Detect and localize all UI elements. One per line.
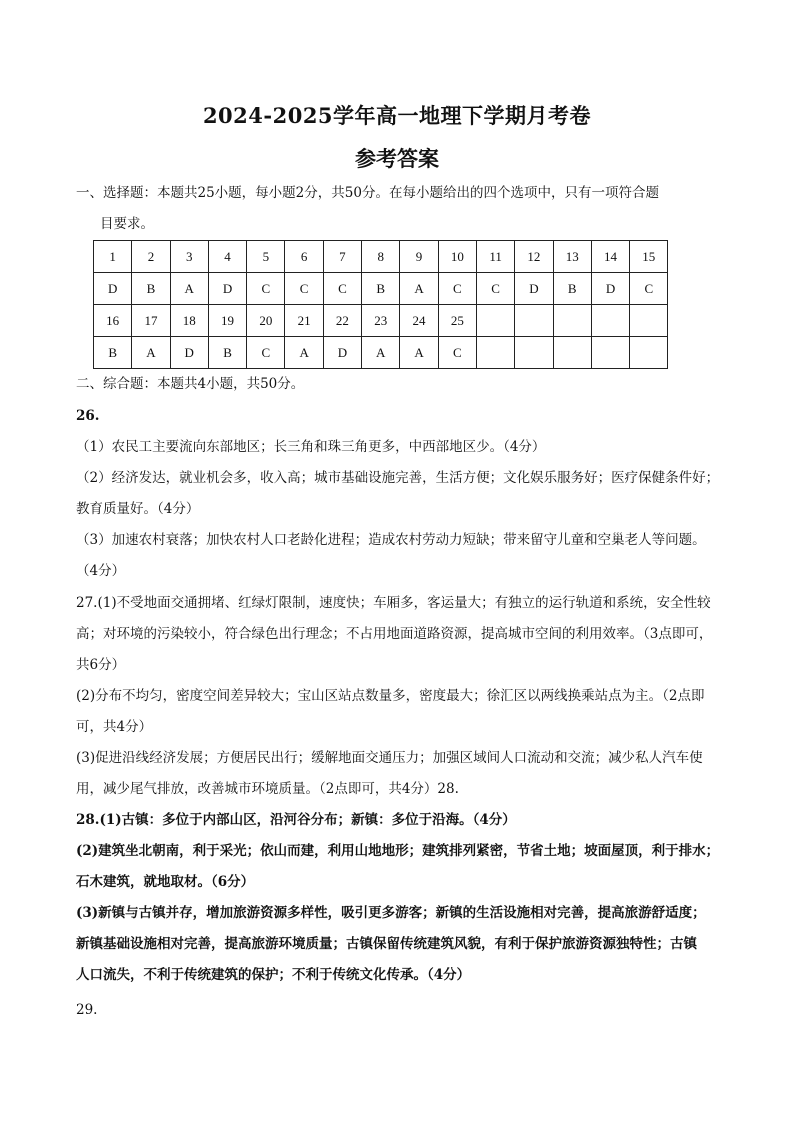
q27-part1-line3: 共6分） bbox=[76, 657, 126, 673]
q28-part2-line2: 石木建筑，就地取材。（6分） bbox=[76, 874, 255, 890]
answer-table-cell: 3 bbox=[170, 241, 208, 273]
answer-table-cell: 20 bbox=[247, 305, 285, 337]
q29-label: 29. bbox=[76, 1002, 98, 1018]
answer-table-cell: B bbox=[132, 273, 170, 305]
q28-part1: 28.(1)古镇：多位于内部山区，沿河谷分布；新镇：多位于沿海。（4分） bbox=[76, 812, 516, 828]
q27-part3-line1: (3)促进沿线经济发展；方便居民出行；缓解地面交通压力；加强区域间人口流动和交流；减少私人汽车使 bbox=[76, 750, 703, 766]
answer-table-cell: C bbox=[630, 273, 668, 305]
question-26 bbox=[76, 401, 726, 587]
answer-table-cell: D bbox=[170, 337, 208, 369]
q28-part3-line2: 新镇基础设施相对完善，提高旅游环境质量；古镇保留传统建筑风貌，有利于保护旅游资源独特性；古镇 bbox=[76, 936, 697, 952]
q26-label: 26. bbox=[76, 408, 100, 424]
q27-part2-line1: (2)分布不均匀，密度空间差异较大；宝山区站点数量多，密度最大；徐汇区以两线换乘站点为主。（2点即 bbox=[76, 688, 705, 704]
answer-table-cell: B bbox=[362, 273, 400, 305]
q28-part3-line1: (3)新镇与古镇并存，增加旅游资源多样性，吸引更多游客；新镇的生活设施相对完善，提高旅游舒适度； bbox=[76, 905, 706, 921]
answer-table-cell: C bbox=[285, 273, 323, 305]
q26-part3-line2: （4分） bbox=[76, 563, 126, 579]
answer-table-cell: 23 bbox=[362, 305, 400, 337]
answer-table-cell bbox=[515, 305, 553, 337]
q27-part3-line2: 用，减少尾气排放，改善城市环境质量。（2点即可，共4分）28. bbox=[76, 781, 459, 797]
question-29 bbox=[76, 995, 726, 1026]
answer-table-cell: A bbox=[362, 337, 400, 369]
answer-table-cell: D bbox=[94, 273, 132, 305]
answer-table-cell: A bbox=[170, 273, 208, 305]
answer-table-cell bbox=[630, 305, 668, 337]
answer-table-cell: 11 bbox=[476, 241, 514, 273]
question-27 bbox=[76, 588, 726, 805]
answer-table-cell: C bbox=[438, 273, 476, 305]
answer-table-cell: A bbox=[400, 337, 438, 369]
answer-table-cell: 19 bbox=[208, 305, 246, 337]
answer-table-cell: 6 bbox=[285, 241, 323, 273]
answer-table-cell: D bbox=[323, 337, 361, 369]
q26-part2-line1: （2）经济发达，就业机会多，收入高；城市基础设施完善，生活方便；文化娱乐服务好；医疗保健条件好； bbox=[76, 470, 720, 486]
answer-table-row bbox=[94, 241, 668, 273]
page-title: 2024-2025学年高一地理下学期月考卷 bbox=[202, 103, 592, 128]
answer-table-cell: B bbox=[208, 337, 246, 369]
answer-table-row bbox=[94, 305, 668, 337]
answer-table-cell bbox=[476, 305, 514, 337]
answer-table-cell: 1 bbox=[94, 241, 132, 273]
answer-table-row bbox=[94, 273, 668, 305]
answer-table-cell: 10 bbox=[438, 241, 476, 273]
answer-table-cell bbox=[591, 305, 629, 337]
answer-table-cell: A bbox=[400, 273, 438, 305]
answer-table-cell: C bbox=[247, 273, 285, 305]
answer-table-cell bbox=[591, 337, 629, 369]
answer-table-cell: C bbox=[476, 273, 514, 305]
answer-table-cell: 21 bbox=[285, 305, 323, 337]
answer-table-cell: 24 bbox=[400, 305, 438, 337]
answer-table-cell: 12 bbox=[515, 241, 553, 273]
answer-table-cell: 13 bbox=[553, 241, 591, 273]
q27-part2-line2: 可，共4分） bbox=[76, 719, 153, 735]
q26-part3-line1: （3）加速农村衰落；加快农村人口老龄化进程；造成农村劳动力短缺；带来留守儿童和空巢老人等问题。 bbox=[76, 532, 706, 548]
q28-part3-line3: 人口流失，不利于传统建筑的保护；不利于传统文化传承。（4分） bbox=[76, 967, 471, 983]
answer-table-cell: D bbox=[208, 273, 246, 305]
answer-table bbox=[93, 240, 668, 369]
answer-table-cell: 4 bbox=[208, 241, 246, 273]
section1-line2: 目要求。 bbox=[100, 216, 154, 232]
answer-table-cell bbox=[476, 337, 514, 369]
answer-table-cell: 7 bbox=[323, 241, 361, 273]
answer-table-cell: C bbox=[323, 273, 361, 305]
q26-part1: （1）农民工主要流向东部地区；长三角和珠三角更多，中西部地区少。（4分） bbox=[76, 439, 546, 455]
section1-instructions bbox=[76, 178, 726, 240]
q27-part1-line2: 高；对环境的污染较小，符合绿色出行理念；不占用地面道路资源，提高城市空间的利用效率。（3点即可， bbox=[76, 626, 713, 642]
answer-table-cell bbox=[630, 337, 668, 369]
answer-table-cell: B bbox=[553, 273, 591, 305]
answer-table-cell: D bbox=[591, 273, 629, 305]
q26-part2-line2: 教育质量好。（4分） bbox=[76, 501, 200, 517]
answer-table-cell: 16 bbox=[94, 305, 132, 337]
answer-table-cell: C bbox=[438, 337, 476, 369]
answer-table-cell: B bbox=[94, 337, 132, 369]
section1-line1: 一、选择题：本题共25小题，每小题2分，共50分。在每小题给出的四个选项中，只有一项符合题 bbox=[76, 185, 659, 201]
answer-table-cell: A bbox=[132, 337, 170, 369]
answer-table-cell: 17 bbox=[132, 305, 170, 337]
section2-heading bbox=[76, 369, 726, 400]
answer-table-row bbox=[94, 337, 668, 369]
question-28 bbox=[76, 805, 726, 991]
q28-part2-line1: (2)建筑坐北朝南，利于采光；依山而建，利用山地地形；建筑排列紧密，节省土地；坡面屋顶，利于排水； bbox=[76, 843, 720, 859]
answer-table-cell: D bbox=[515, 273, 553, 305]
page-subtitle: 参考答案 bbox=[355, 146, 439, 171]
answer-table-cell: 14 bbox=[591, 241, 629, 273]
answer-table-cell bbox=[515, 337, 553, 369]
answer-table-cell bbox=[553, 337, 591, 369]
answer-table-cell bbox=[553, 305, 591, 337]
answer-table-cell: 22 bbox=[323, 305, 361, 337]
answer-table-cell: 15 bbox=[630, 241, 668, 273]
answer-table-cell: 2 bbox=[132, 241, 170, 273]
answer-table-cell: 18 bbox=[170, 305, 208, 337]
q27-part1-line1: 27.(1)不受地面交通拥堵、红绿灯限制，速度快；车厢多，客运量大；有独立的运行轨道和系统，安全性较 bbox=[76, 595, 711, 611]
answer-table-cell: 25 bbox=[438, 305, 476, 337]
section2-heading-text: 二、综合题：本题共4小题，共50分。 bbox=[76, 376, 305, 392]
answer-table-cell: 8 bbox=[362, 241, 400, 273]
answer-table-cell: C bbox=[247, 337, 285, 369]
answer-table-cell: 5 bbox=[247, 241, 285, 273]
answer-table-cell: 9 bbox=[400, 241, 438, 273]
answer-table-cell: A bbox=[285, 337, 323, 369]
